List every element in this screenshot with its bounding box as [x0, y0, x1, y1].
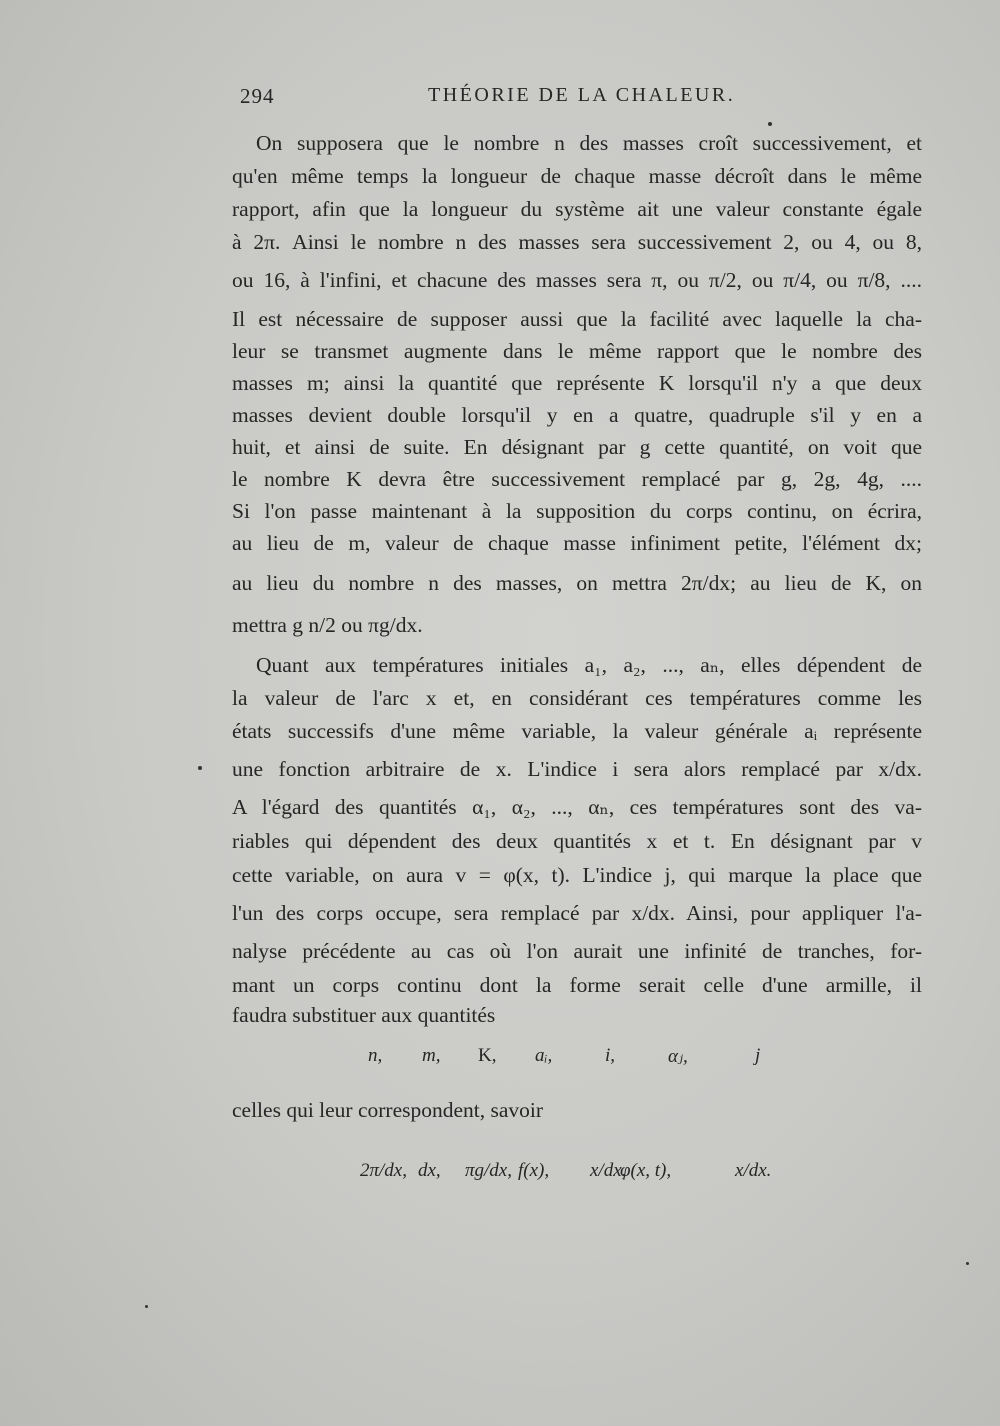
text-line: états successifs d'une même variable, la valeur générale aᵢ représente — [232, 719, 922, 743]
text-line: mettra g n/2 ou πg/dx. — [232, 613, 423, 637]
text-line: Il est nécessaire de supposer aussi que la facilité avec laquelle la cha- — [232, 307, 922, 331]
page-number: 294 — [240, 84, 275, 108]
ink-speck — [198, 766, 202, 770]
list-item: x/dx, — [590, 1160, 627, 1181]
text-line: au lieu de m, valeur de chaque masse infiniment petite, l'élément dx; — [232, 531, 922, 555]
text-line: rapport, afin que la longueur du système ait une valeur constante égale — [232, 197, 922, 221]
list-item: πg/dx, — [465, 1160, 512, 1181]
text-line: ou 16, à l'infini, et chacune des masses sera π, ou π/2, ou π/4, ou π/8, .... — [232, 268, 922, 292]
list-item: m, — [422, 1045, 441, 1066]
text-line: l'un des corps occupe, sera remplacé par x/dx. Ainsi, pour appliquer l'a- — [232, 901, 922, 925]
text-line: Si l'on passe maintenant à la supposition du corps continu, on écrira, — [232, 499, 922, 523]
text-line: celles qui leur correspondent, savoir — [232, 1098, 544, 1122]
replacements-list — [0, 1160, 1000, 1190]
running-title: THÉORIE DE LA CHALEUR. — [428, 84, 736, 106]
text-line: qu'en même temps la longueur de chaque masse décroît dans le même — [232, 164, 922, 188]
text-line: faudra substituer aux quantités — [232, 1003, 496, 1027]
text-line: la valeur de l'arc x et, en considérant ces températures comme les — [232, 686, 922, 710]
text-line: nalyse précédente au cas où l'on aurait une infinité de tranches, for- — [232, 939, 922, 963]
text-line: le nombre K devra être successivement remplacé par g, 2g, 4g, .... — [232, 467, 922, 491]
list-item: dx, — [418, 1160, 441, 1181]
text-line: masses m; ainsi la quantité que représente K lorsqu'il n'y a que deux — [232, 371, 922, 395]
ink-speck — [768, 122, 772, 126]
list-item: αⱼ, — [668, 1046, 688, 1067]
list-item: aᵢ, — [535, 1045, 553, 1066]
list-item: 2π/dx, — [360, 1160, 407, 1181]
list-item: f(x), — [518, 1160, 550, 1181]
text-line: cette variable, on aura v = φ(x, t). L'indice j, qui marque la place que — [232, 863, 922, 887]
ink-speck — [145, 1305, 148, 1308]
quantities-list — [0, 1045, 1000, 1075]
text-line: à 2π. Ainsi le nombre n des masses sera successivement 2, ou 4, ou 8, — [232, 230, 922, 254]
list-item: φ(x, t), — [620, 1160, 672, 1181]
list-item: x/dx. — [735, 1160, 772, 1181]
text-line: On supposera que le nombre n des masses croît successivement, et — [256, 131, 922, 155]
text-line: riables qui dépendent des deux quantités x et t. En désignant par v — [232, 829, 922, 853]
ink-speck — [966, 1262, 969, 1265]
text-line: huit, et ainsi de suite. En désignant par g cette quantité, on voit que — [232, 435, 922, 459]
text-line: une fonction arbitraire de x. L'indice i sera alors remplacé par x/dx. — [232, 757, 922, 781]
text-line: au lieu du nombre n des masses, on mettra 2π/dx; au lieu de K, on — [232, 571, 922, 595]
text-line: leur se transmet augmente dans le même rapport que le nombre des — [232, 339, 922, 363]
list-item: j — [755, 1045, 761, 1066]
list-item: n, — [368, 1045, 383, 1066]
text-line: A l'égard des quantités α₁, α₂, ..., αₙ, ces températures sont des va- — [232, 795, 922, 819]
text-line: Quant aux températures initiales a₁, a₂, ..., aₙ, elles dépendent de — [256, 653, 922, 677]
page-header — [240, 84, 920, 118]
text-line: mant un corps continu dont la forme serait celle d'une armille, il — [232, 973, 922, 997]
text-line: masses devient double lorsqu'il y en a quatre, quadruple s'il y en a — [232, 403, 922, 427]
list-item: K, — [478, 1045, 497, 1066]
list-item: i, — [605, 1045, 616, 1066]
